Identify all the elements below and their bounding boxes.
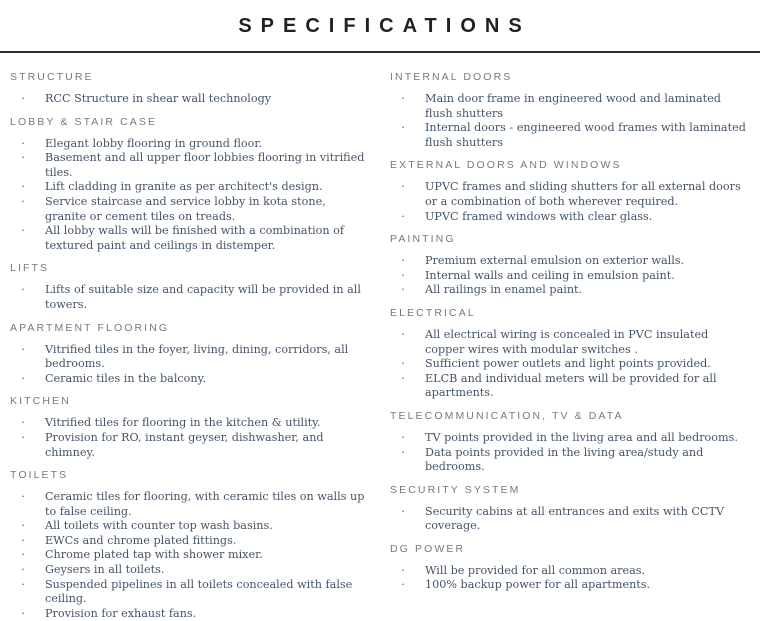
bullet-icon: · [401, 445, 405, 459]
spec-item [390, 121, 748, 150]
spec-item [390, 210, 748, 225]
spec-item [10, 92, 368, 107]
spec-item-text: Lifts of suitable size and capacity will be provided in all towers. [45, 283, 361, 311]
bullet-icon: · [21, 180, 25, 194]
spec-item [390, 505, 748, 534]
spec-item [10, 343, 368, 372]
spec-item [10, 534, 368, 549]
spec-item-text: Internal walls and ceiling in emulsion paint. [425, 268, 675, 282]
spec-section [10, 395, 368, 460]
section-list [390, 505, 748, 534]
spec-item [390, 372, 748, 401]
bullet-icon: · [21, 92, 25, 105]
spec-item [10, 607, 368, 621]
bullet-icon: · [21, 283, 25, 297]
spec-section [390, 307, 748, 401]
spec-item-text: Elegant lobby flooring in ground floor. [45, 136, 263, 150]
bullet-icon: · [401, 504, 405, 518]
section-heading: ELECTRICAL [390, 306, 476, 319]
bullet-icon: · [401, 92, 405, 105]
spec-item-text: Vitrified tiles in the foyer, living, dining, corridors, all bedrooms. [45, 342, 349, 371]
spec-item [390, 269, 748, 284]
spec-item [10, 195, 368, 224]
spec-section [390, 233, 748, 298]
spec-item-text: RCC Structure in shear wall technology [45, 92, 272, 105]
spec-item [10, 431, 368, 460]
spec-item [390, 357, 748, 372]
left-column [10, 63, 368, 621]
bullet-icon: · [21, 342, 25, 356]
spec-item-text: All electrical wiring is concealed in PVC insulated copper wires with modular switches . [425, 327, 709, 356]
spec-item [390, 578, 748, 593]
spec-item-text: Will be provided for all common areas. [425, 563, 646, 577]
bullet-icon: · [21, 519, 25, 533]
spec-item [390, 92, 748, 121]
spec-item [10, 372, 368, 387]
bullet-icon: · [21, 577, 25, 591]
spec-item-text: UPVC frames and sliding shutters for all external doors or a combination of both wherever required. [425, 180, 741, 208]
spec-item-text: Service staircase and service lobby in kota stone, granite or cement tiles on treads. [45, 194, 326, 223]
section-list [390, 180, 748, 224]
spec-item-text: Chrome plated tap with shower mixer. [45, 548, 263, 562]
section-list [390, 254, 748, 298]
section-heading: LIFTS [10, 262, 50, 275]
spec-item [10, 180, 368, 195]
bullet-icon: · [401, 180, 405, 194]
bullet-icon: · [21, 371, 25, 385]
spec-item-text: All railings in enamel paint. [425, 283, 583, 297]
bullet-icon: · [21, 533, 25, 547]
spec-item-text: TV points provided in the living area and all bedrooms. [425, 430, 738, 444]
bullet-icon: · [21, 224, 25, 238]
bullet-icon: · [21, 136, 25, 150]
section-list [390, 431, 748, 475]
spec-item-text: Sufficient power outlets and light points provided. [425, 357, 711, 371]
spec-item [10, 224, 368, 253]
spec-item-text: Security cabins at all entrances and exits with CCTV coverage. [425, 504, 725, 533]
spec-item-text: All lobby walls will be finished with a combination of textured paint and ceilings in distemper. [45, 224, 345, 252]
bullet-icon: · [401, 268, 405, 282]
section-heading: APARTMENT FLOORING [10, 321, 170, 334]
spec-section [390, 71, 748, 150]
bullet-icon: · [401, 327, 405, 341]
spec-item-text: Provision for RO, instant geyser, dishwasher, and chimney. [45, 430, 324, 459]
section-list [10, 490, 368, 621]
spec-section [390, 484, 748, 534]
section-list [10, 416, 368, 460]
spec-item-text: Main door frame in engineered wood and laminated flush shutters [425, 92, 721, 120]
spec-item [10, 519, 368, 534]
spec-item [10, 490, 368, 519]
section-heading: LOBBY & STAIR CASE [10, 115, 158, 128]
spec-section [10, 262, 368, 312]
section-list [390, 564, 748, 593]
section-list [390, 328, 748, 401]
section-heading: KITCHEN [10, 395, 71, 408]
section-heading: SECURITY SYSTEM [390, 483, 521, 496]
spec-item [390, 564, 748, 579]
section-heading: DG POWER [390, 542, 466, 555]
spec-item [10, 578, 368, 607]
bullet-icon: · [21, 606, 25, 620]
section-list [390, 92, 748, 150]
spec-section [390, 410, 748, 475]
spec-item-text: Data points provided in the living area/study and bedrooms. [425, 445, 704, 474]
spec-item [390, 254, 748, 269]
spec-item-text: Vitrified tiles for flooring in the kitchen & utility. [45, 416, 321, 430]
page-header [0, 0, 760, 51]
bullet-icon: · [401, 121, 405, 135]
spec-section [390, 159, 748, 224]
section-heading: TELECOMMUNICATION, TV & DATA [390, 409, 624, 422]
section-list [10, 283, 368, 312]
section-list [10, 343, 368, 387]
spec-item [10, 563, 368, 578]
spec-item-text: 100% backup power for all apartments. [425, 578, 651, 592]
spec-section [10, 116, 368, 254]
spec-item [390, 328, 748, 357]
spec-item [10, 137, 368, 152]
spec-item-text: Suspended pipelines in all toilets concealed with false ceiling. [45, 577, 353, 606]
bullet-icon: · [401, 578, 405, 592]
spec-item-text: Lift cladding in granite as per architect's design. [45, 180, 323, 194]
bullet-icon: · [401, 209, 405, 223]
section-list [10, 137, 368, 254]
content-columns [0, 53, 760, 621]
spec-item-text: Geysers in all toilets. [45, 563, 165, 577]
spec-item-text: Provision for exhaust fans. [45, 606, 197, 620]
page-title: SPECIFICATIONS [238, 15, 531, 37]
spec-item [390, 446, 748, 475]
bullet-icon: · [401, 371, 405, 385]
bullet-icon: · [21, 548, 25, 562]
bullet-icon: · [21, 430, 25, 444]
spec-section [10, 71, 368, 107]
spec-section [10, 322, 368, 387]
bullet-icon: · [21, 194, 25, 208]
bullet-icon: · [21, 416, 25, 430]
section-heading: STRUCTURE [10, 71, 94, 83]
spec-item-text: EWCs and chrome plated fittings. [45, 533, 237, 547]
bullet-icon: · [21, 490, 25, 504]
bullet-icon: · [401, 254, 405, 268]
bullet-icon: · [21, 151, 25, 165]
right-column [390, 63, 748, 621]
section-heading: TOILETS [10, 469, 69, 482]
spec-item-text: All toilets with counter top wash basins. [45, 519, 273, 533]
spec-item-text: Ceramic tiles for flooring, with ceramic tiles on walls up to false ceiling. [45, 490, 365, 518]
spec-item [390, 431, 748, 446]
bullet-icon: · [21, 563, 25, 577]
bullet-icon: · [401, 283, 405, 297]
spec-item-text: Internal doors - engineered wood frames with laminated flush shutters [425, 121, 746, 149]
bullet-icon: · [401, 563, 405, 577]
spec-item-text: ELCB and individual meters will be provided for all apartments. [425, 371, 717, 400]
section-heading: PAINTING [390, 233, 456, 246]
spec-item-text: Premium external emulsion on exterior walls. [425, 254, 685, 268]
bullet-icon: · [401, 430, 405, 444]
section-heading: EXTERNAL DOORS AND WINDOWS [390, 159, 622, 172]
spec-item [390, 180, 748, 209]
spec-item-text: UPVC framed windows with clear glass. [425, 209, 653, 223]
spec-item [10, 283, 368, 312]
spec-item [10, 416, 368, 431]
spec-item [10, 548, 368, 563]
spec-item [390, 283, 748, 298]
spec-section [390, 543, 748, 593]
spec-section [10, 469, 368, 621]
spec-item-text: Ceramic tiles in the balcony. [45, 371, 206, 385]
spec-item-text: Basement and all upper floor lobbies flooring in vitrified tiles. [45, 151, 365, 179]
section-list [10, 92, 368, 107]
spec-item [10, 151, 368, 180]
bullet-icon: · [401, 357, 405, 371]
section-heading: INTERNAL DOORS [390, 71, 513, 83]
